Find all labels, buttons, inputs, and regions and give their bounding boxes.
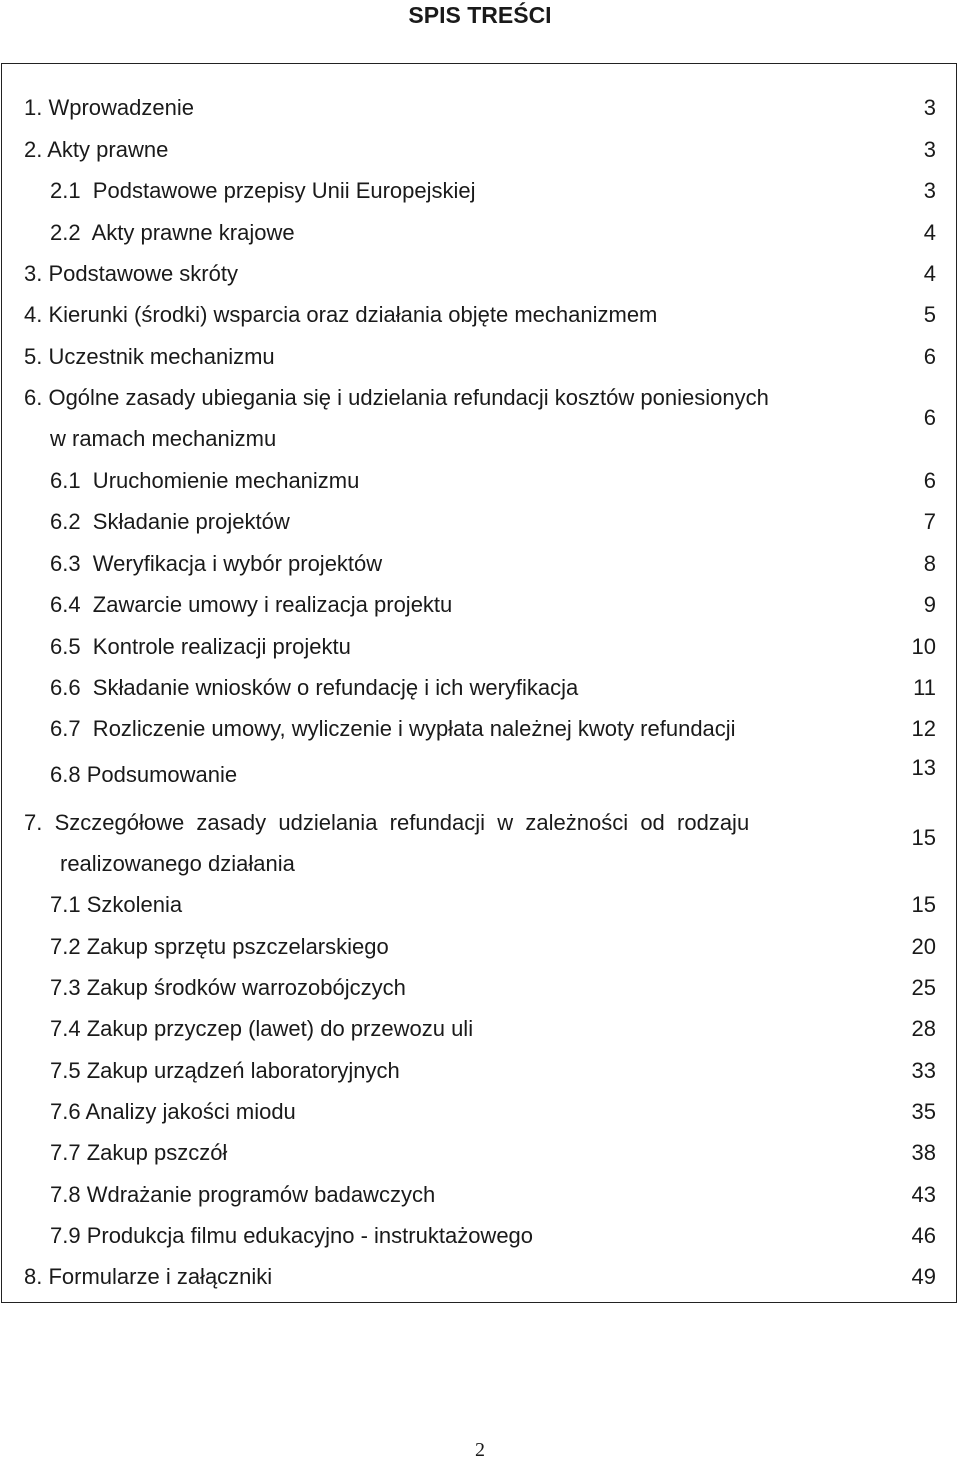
toc-entry-title-line: 2.2 Akty prawne krajowe — [50, 220, 295, 245]
toc-entry-title — [50, 754, 237, 795]
toc-entry-title — [50, 884, 182, 925]
toc-entry-title — [24, 294, 657, 335]
page-title: SPIS TREŚCI — [408, 2, 552, 28]
toc-entry-title — [24, 1256, 272, 1297]
toc-entry-title-line: 2.1 Podstawowe przepisy Unii Europejskiej — [50, 178, 476, 203]
toc-entry-page-number: 43 — [911, 1182, 936, 1207]
toc-entry-title — [50, 1008, 473, 1049]
toc-entry-title — [24, 377, 769, 459]
toc-entry-title-line: 6.1 Uruchomienie mechanizmu — [50, 468, 360, 493]
toc-entry-page-number: 3 — [923, 95, 936, 120]
toc-entry-title-line: 3. Podstawowe skróty — [24, 261, 238, 286]
toc-entry-page-number: 11 — [913, 675, 936, 700]
toc-entry-title — [24, 253, 238, 294]
toc-entry-title-line: 7.9 Produkcja filmu edukacyjno - instruktażowego — [50, 1223, 534, 1248]
toc-entry-title-line: 8. Formularze i załączniki — [24, 1264, 273, 1289]
page-number: 2 — [475, 1439, 485, 1461]
toc-entry-title-line: w ramach mechanizmu — [50, 426, 277, 451]
toc-entry-title-line: 7.5 Zakup urządzeń laboratoryjnych — [50, 1058, 400, 1083]
toc-entry-title — [50, 543, 382, 584]
toc-entry-title-line: 5. Uczestnik mechanizmu — [24, 344, 275, 369]
toc-entry-page-number: 6 — [923, 344, 936, 369]
toc-entry-page-number: 15 — [911, 892, 936, 917]
toc-entry-title — [24, 336, 275, 377]
toc-entry-title — [50, 667, 578, 708]
toc-entry-title-line: 7.7 Zakup pszczół — [50, 1140, 228, 1165]
toc-entry-page-number: 12 — [911, 716, 936, 741]
toc-entry-title — [50, 708, 736, 749]
toc-entry-title — [50, 501, 290, 542]
toc-entry-title-line: 6.2 Składanie projektów — [50, 509, 290, 534]
toc-entry-page-number: 9 — [923, 592, 936, 617]
toc-entry-page-number: 38 — [911, 1140, 936, 1165]
toc-entry-title — [24, 129, 168, 170]
toc-entry-title-line: 7.8 Wdrażanie programów badawczych — [50, 1182, 436, 1207]
toc-entry-title-line: realizowanego działania — [60, 851, 295, 876]
toc-entry-page-number: 33 — [911, 1058, 936, 1083]
toc-entry-title — [50, 170, 476, 211]
toc-entry-page-number: 4 — [923, 261, 936, 286]
toc-entry-title-line: 6.4 Zawarcie umowy i realizacja projektu — [50, 592, 453, 617]
toc-entry-title-line: 6.6 Składanie wniosków o refundację i ich weryfikacja — [50, 675, 579, 700]
toc-entry-title — [50, 212, 295, 253]
toc-entry-title-line: 2. Akty prawne — [24, 137, 169, 162]
toc-entry-title — [50, 1174, 435, 1215]
toc-entry-title-line: 7.6 Analizy jakości miodu — [50, 1099, 296, 1124]
toc-entry-page-number: 10 — [911, 634, 936, 659]
toc-entry-title-line: 7.3 Zakup środków warrozobójczych — [50, 975, 406, 1000]
toc-entry-page-number: 15 — [911, 825, 936, 850]
toc-entry-title — [50, 1091, 296, 1132]
toc-entry-title-line: 7.2 Zakup sprzętu pszczelarskiego — [50, 934, 389, 959]
toc-entry-title-line: 7. Szczegółowe zasady udzielania refundacji w zależności od rodzaju — [24, 810, 750, 835]
toc-entry-page-number: 7 — [923, 509, 936, 534]
toc-entry-title — [24, 87, 194, 128]
toc-entry-page-number: 13 — [911, 755, 936, 780]
toc-entry-page-number: 46 — [911, 1223, 936, 1248]
toc-entry-title-line: 6.3 Weryfikacja i wybór projektów — [50, 551, 383, 576]
toc-entry-page-number: 25 — [911, 975, 936, 1000]
toc-entry-page-number: 6 — [923, 405, 936, 430]
toc-entry-page-number: 35 — [911, 1099, 936, 1124]
toc-entry-title-line: 7.4 Zakup przyczep (lawet) do przewozu uli — [50, 1016, 474, 1041]
toc-entry-title-line: 6.7 Rozliczenie umowy, wyliczenie i wypłata należnej kwoty refundacji — [50, 716, 736, 741]
toc-entry-page-number: 3 — [923, 178, 936, 203]
toc-entry-title-line: 6.5 Kontrole realizacji projektu — [50, 634, 351, 659]
toc-entry-page-number: 8 — [923, 551, 936, 576]
toc-entry-title-line: 7.1 Szkolenia — [50, 892, 183, 917]
toc-entry-title — [50, 967, 406, 1008]
toc-entry-page-number: 5 — [923, 302, 936, 327]
toc-entry-page-number: 4 — [923, 220, 936, 245]
table-of-contents — [1, 63, 957, 1303]
toc-entry-page-number: 49 — [911, 1264, 936, 1289]
toc-entry-page-number: 6 — [923, 468, 936, 493]
toc-entry-title — [50, 1215, 533, 1256]
toc-entry-title-line: 6. Ogólne zasady ubiegania się i udzielania refundacji kosztów poniesionych — [24, 385, 769, 410]
toc-entry-title — [50, 626, 351, 667]
toc-entry-title-line: 1. Wprowadzenie — [24, 95, 194, 120]
toc-entry-title — [50, 584, 452, 625]
toc-entry-page-number: 28 — [911, 1016, 936, 1041]
toc-entry-title — [50, 926, 389, 967]
toc-entry-page-number: 20 — [911, 934, 936, 959]
toc-entry-page-number: 3 — [923, 137, 936, 162]
toc-entry-title — [50, 1132, 227, 1173]
toc-entry-title-line: 4. Kierunki (środki) wsparcia oraz działania objęte mechanizmem — [24, 302, 658, 327]
toc-entry-title — [50, 1050, 400, 1091]
toc-entry-title-line: 6.8 Podsumowanie — [50, 762, 238, 787]
toc-entry-title — [50, 460, 359, 501]
toc-entry-title — [24, 802, 749, 884]
